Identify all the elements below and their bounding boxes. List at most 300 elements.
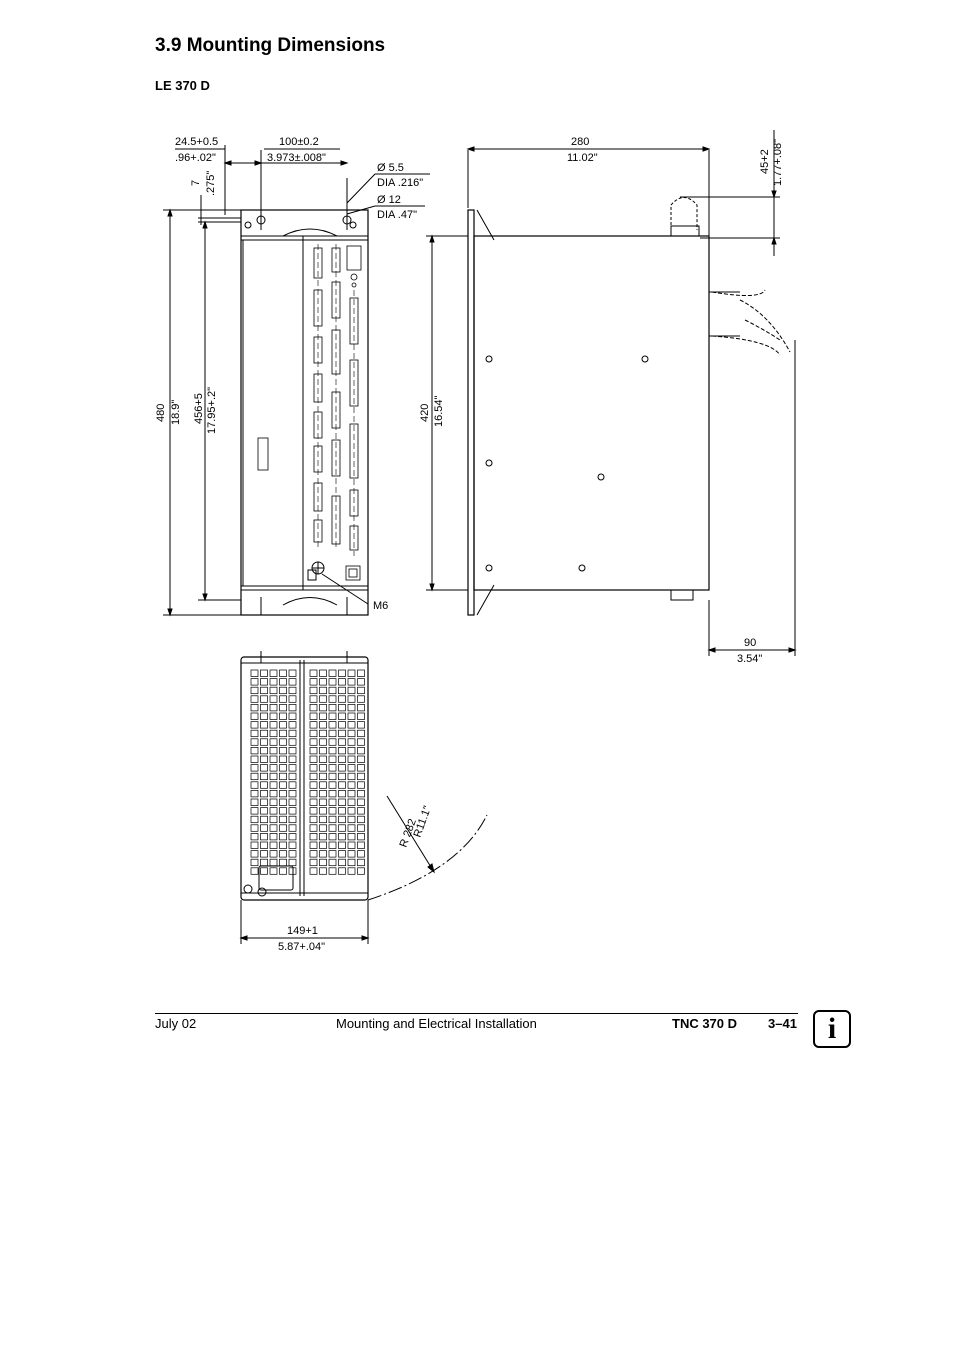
vent-slot <box>320 747 327 754</box>
vent-slot <box>261 790 268 797</box>
vent-slot <box>251 670 258 677</box>
vent-slot <box>320 782 327 789</box>
dim-depth-mm: 280 <box>571 136 590 148</box>
vent-slot <box>339 782 346 789</box>
vent-slot <box>280 782 287 789</box>
vent-slot <box>329 842 336 849</box>
vent-slot <box>310 670 317 677</box>
vent-slot <box>348 739 355 746</box>
vent-slot <box>270 833 277 840</box>
vent-slot <box>289 687 296 694</box>
vent-slot <box>270 704 277 711</box>
vent-slot <box>358 730 365 737</box>
vent-slot <box>251 825 258 832</box>
screw-label: M6 <box>373 600 389 612</box>
vent-slot <box>310 782 317 789</box>
vent-slot <box>339 799 346 806</box>
vent-slot <box>358 790 365 797</box>
footer-product: TNC 370 D <box>672 1016 738 1031</box>
vent-slot <box>320 679 327 686</box>
dim-hole-small-mm: Ø 5.5 <box>377 162 404 174</box>
vent-slot <box>329 859 336 866</box>
vent-slot <box>280 765 287 772</box>
footer-rule <box>155 1013 798 1014</box>
vent-slot <box>348 859 355 866</box>
vent-slot <box>358 851 365 858</box>
vent-slot <box>358 704 365 711</box>
section-title: 3.9 Mounting Dimensions <box>155 35 386 56</box>
vent-slot <box>320 696 327 703</box>
footer-section: Mounting and Electrical Installation <box>336 1016 537 1031</box>
vent-slot <box>339 825 346 832</box>
vent-slot <box>251 782 258 789</box>
vent-slot <box>270 747 277 754</box>
vent-slot <box>270 816 277 823</box>
vent-slot <box>289 696 296 703</box>
vent-slot <box>339 704 346 711</box>
model-label: LE 370 D <box>155 78 210 93</box>
vent-slot <box>251 696 258 703</box>
footer-page-number: 3–41 <box>768 1016 797 1031</box>
vent-slot <box>358 859 365 866</box>
vent-slot <box>320 722 327 729</box>
vent-slot <box>329 713 336 720</box>
vent-slot <box>310 773 317 780</box>
vent-slot <box>280 799 287 806</box>
vent-slot <box>348 704 355 711</box>
vent-slot <box>251 730 258 737</box>
vent-slot <box>270 679 277 686</box>
vent-slot <box>320 790 327 797</box>
vent-slot <box>329 747 336 754</box>
vent-slot <box>280 816 287 823</box>
vent-slot <box>358 816 365 823</box>
vent-slot <box>289 765 296 772</box>
vent-slot <box>329 739 336 746</box>
vent-slot <box>358 739 365 746</box>
vent-slot <box>358 756 365 763</box>
vent-slot <box>348 756 355 763</box>
vent-slot <box>289 816 296 823</box>
vent-slot <box>261 851 268 858</box>
vent-slot <box>289 790 296 797</box>
vent-slot <box>320 808 327 815</box>
vent-slot <box>261 713 268 720</box>
vent-slot <box>280 670 287 677</box>
vent-slot <box>270 773 277 780</box>
vent-slot <box>270 670 277 677</box>
vent-slot <box>289 808 296 815</box>
dim-top-offset-in: .275" <box>205 170 217 196</box>
dim-hole-large-mm: Ø 12 <box>377 194 401 206</box>
vent-slot <box>251 799 258 806</box>
vent-slot <box>261 816 268 823</box>
vent-slot <box>310 696 317 703</box>
dim-left-offset-in: .96+.02" <box>175 152 216 164</box>
vent-slot <box>289 799 296 806</box>
vent-slot <box>251 808 258 815</box>
vent-slot <box>329 730 336 737</box>
vent-slot <box>251 816 258 823</box>
vent-slot <box>310 756 317 763</box>
vent-slot <box>339 833 346 840</box>
vent-slot <box>270 765 277 772</box>
dim-width-mm: 149+1 <box>287 925 318 937</box>
footer-date: July 02 <box>155 1016 197 1031</box>
vent-slot <box>289 739 296 746</box>
vent-slot <box>270 739 277 746</box>
vent-slot <box>251 765 258 772</box>
vent-slot <box>280 687 287 694</box>
vent-slot <box>348 730 355 737</box>
dim-inner-height-in: 17.95+.2" <box>206 386 218 434</box>
vent-slot <box>339 859 346 866</box>
vent-slot <box>320 687 327 694</box>
vent-slot <box>339 696 346 703</box>
vent-slot <box>348 808 355 815</box>
vent-slot <box>280 825 287 832</box>
vent-slot <box>320 756 327 763</box>
vent-slot <box>310 859 317 866</box>
vent-slot <box>251 773 258 780</box>
vent-slot <box>270 722 277 729</box>
dim-top-offset-mm: 7 <box>190 179 202 186</box>
dim-top-in: 1.77+.08" <box>772 138 784 186</box>
vent-slot <box>251 679 258 686</box>
vent-slot <box>270 756 277 763</box>
vent-slot <box>358 799 365 806</box>
vent-slot <box>261 799 268 806</box>
vent-slot <box>270 825 277 832</box>
vent-slot <box>289 722 296 729</box>
vent-slot <box>270 782 277 789</box>
vent-slot <box>348 696 355 703</box>
vent-slot <box>261 704 268 711</box>
vent-slot <box>329 816 336 823</box>
vent-slot <box>280 773 287 780</box>
info-icon <box>813 1010 851 1048</box>
vent-slot <box>320 765 327 772</box>
vent-slot <box>348 670 355 677</box>
vent-slot <box>348 799 355 806</box>
vent-slot <box>251 868 258 875</box>
vent-slot <box>358 773 365 780</box>
vent-slot <box>251 722 258 729</box>
vent-slot <box>329 696 336 703</box>
vent-slot <box>251 687 258 694</box>
vent-slot <box>339 765 346 772</box>
vent-slot <box>251 842 258 849</box>
vent-slot <box>320 842 327 849</box>
dim-width-in: 5.87+.04" <box>278 941 326 953</box>
vent-slot <box>329 704 336 711</box>
vent-slot <box>261 739 268 746</box>
vent-slot <box>320 833 327 840</box>
vent-slot <box>289 825 296 832</box>
dim-inner-height-mm: 456+5 <box>193 393 205 424</box>
vent-slot <box>251 739 258 746</box>
vent-slot <box>348 816 355 823</box>
vent-slot <box>358 713 365 720</box>
vent-slot <box>310 713 317 720</box>
vent-slot <box>261 687 268 694</box>
vent-slot <box>270 842 277 849</box>
vent-slot <box>329 773 336 780</box>
dim-cable-in: 3.54" <box>737 653 763 665</box>
vent-slot <box>289 842 296 849</box>
vent-slot <box>289 704 296 711</box>
vent-slot <box>261 868 268 875</box>
vent-slot <box>329 851 336 858</box>
vent-slot <box>339 842 346 849</box>
vent-slot <box>329 782 336 789</box>
vent-slot <box>329 799 336 806</box>
vent-slot <box>261 773 268 780</box>
vent-slot <box>339 722 346 729</box>
vent-slot <box>320 859 327 866</box>
vent-slot <box>339 670 346 677</box>
vent-slot <box>310 722 317 729</box>
vent-slot <box>310 747 317 754</box>
vent-slot <box>289 670 296 677</box>
dim-cable-mm: 90 <box>744 637 757 649</box>
dim-side-height-mm: 420 <box>419 403 431 422</box>
vent-slot <box>348 765 355 772</box>
vent-slot <box>280 851 287 858</box>
info-icon-glyph: i <box>827 1012 837 1045</box>
side-view <box>426 130 795 656</box>
vent-slot <box>310 765 317 772</box>
vent-slot <box>348 842 355 849</box>
vent-slot <box>280 868 287 875</box>
vent-slot <box>251 859 258 866</box>
vent-slot <box>261 765 268 772</box>
dim-depth-in: 11.02" <box>567 152 598 164</box>
vent-slot <box>280 739 287 746</box>
vent-slot <box>320 713 327 720</box>
vent-slot <box>320 816 327 823</box>
vent-slot <box>270 790 277 797</box>
vent-slot <box>270 799 277 806</box>
vent-slot <box>251 704 258 711</box>
vent-slot <box>310 679 317 686</box>
vent-slot <box>310 816 317 823</box>
vent-slot <box>289 730 296 737</box>
vent-slot <box>261 747 268 754</box>
dim-hole-spacing-mm: 100±0.2 <box>279 136 319 148</box>
vent-slot <box>329 679 336 686</box>
vent-slot <box>310 825 317 832</box>
vent-slot <box>358 670 365 677</box>
vent-slot <box>280 679 287 686</box>
vent-slot <box>358 765 365 772</box>
vent-slot <box>270 808 277 815</box>
vent-slot <box>348 833 355 840</box>
vent-slot <box>280 722 287 729</box>
vent-slot <box>339 851 346 858</box>
vent-slot <box>261 825 268 832</box>
vent-slot <box>348 713 355 720</box>
vent-slot <box>261 859 268 866</box>
vent-slot <box>261 782 268 789</box>
vent-slot <box>320 773 327 780</box>
vent-slot <box>339 868 346 875</box>
vent-slot <box>358 679 365 686</box>
vent-slot <box>358 747 365 754</box>
vent-slot <box>310 730 317 737</box>
dim-radius-in: R11.1" <box>411 804 434 840</box>
vent-slot <box>329 808 336 815</box>
vent-slot <box>251 747 258 754</box>
vent-slot <box>358 687 365 694</box>
vent-slot <box>310 790 317 797</box>
vent-slot <box>358 842 365 849</box>
vent-slot <box>329 687 336 694</box>
vent-slot <box>261 842 268 849</box>
vent-slot <box>289 756 296 763</box>
vent-slot <box>348 782 355 789</box>
vent-slot <box>270 696 277 703</box>
vent-slot <box>289 851 296 858</box>
vent-slot <box>289 859 296 866</box>
vent-slot <box>329 756 336 763</box>
vent-slot <box>320 670 327 677</box>
vent-slot <box>280 790 287 797</box>
dim-hole-large-in: DIA .47" <box>377 209 417 221</box>
vent-slot <box>289 833 296 840</box>
dim-height-mm: 480 <box>155 403 167 422</box>
dim-left-offset-mm: 24.5+0.5 <box>175 136 219 148</box>
vent-slot <box>310 808 317 815</box>
vent-slot <box>280 696 287 703</box>
vent-slot <box>348 790 355 797</box>
vent-slot <box>310 868 317 875</box>
vent-slot <box>251 756 258 763</box>
vent-slot <box>348 679 355 686</box>
vent-slot <box>280 704 287 711</box>
vent-slot <box>358 696 365 703</box>
vent-slot <box>320 799 327 806</box>
vent-slot <box>348 722 355 729</box>
vent-slot <box>310 833 317 840</box>
vent-slot <box>261 696 268 703</box>
vent-slot <box>280 859 287 866</box>
vent-slot <box>270 868 277 875</box>
vent-slot <box>310 739 317 746</box>
vent-slot <box>358 808 365 815</box>
dim-height-in: 18.9" <box>170 399 182 425</box>
vent-slot <box>270 730 277 737</box>
vent-slot <box>261 808 268 815</box>
vent-slot <box>280 756 287 763</box>
vent-slot <box>310 799 317 806</box>
vent-slot <box>310 842 317 849</box>
dim-top-mm: 45+2 <box>759 149 771 174</box>
vent-slot <box>348 773 355 780</box>
vent-slot <box>329 790 336 797</box>
vent-slot <box>261 670 268 677</box>
vent-slot <box>289 782 296 789</box>
vent-slot <box>348 851 355 858</box>
vent-slot <box>339 679 346 686</box>
vent-slot <box>348 747 355 754</box>
dim-radius-mm: R 282 <box>397 817 419 850</box>
vent-slot <box>348 868 355 875</box>
vent-slot <box>348 687 355 694</box>
dim-hole-small-in: DIA .216" <box>377 177 424 189</box>
vent-slot <box>270 859 277 866</box>
vent-slot <box>280 842 287 849</box>
dim-hole-spacing-in: 3.973±.008" <box>267 152 326 164</box>
vent-slot <box>320 704 327 711</box>
vent-slot <box>358 782 365 789</box>
vent-slot <box>329 722 336 729</box>
vent-slot <box>270 851 277 858</box>
top-view <box>241 651 487 944</box>
vent-slot <box>339 739 346 746</box>
vent-slot <box>280 747 287 754</box>
vent-slot <box>251 713 258 720</box>
vent-slot <box>280 808 287 815</box>
vent-slot <box>280 730 287 737</box>
vent-slot <box>348 825 355 832</box>
vent-slot <box>358 722 365 729</box>
vent-slot <box>280 713 287 720</box>
vent-slot <box>310 851 317 858</box>
vent-slot <box>329 670 336 677</box>
vent-slot <box>270 713 277 720</box>
vent-slot <box>329 825 336 832</box>
vent-slot <box>289 747 296 754</box>
vent-slot <box>310 687 317 694</box>
vent-slot <box>310 704 317 711</box>
vent-slot <box>358 833 365 840</box>
vent-slot <box>339 713 346 720</box>
dim-side-height-in: 16.54" <box>433 395 445 427</box>
vent-slot <box>329 868 336 875</box>
vent-slot <box>289 713 296 720</box>
vent-slot <box>251 833 258 840</box>
vent-slot <box>289 773 296 780</box>
vent-slot <box>320 730 327 737</box>
vent-slot <box>261 722 268 729</box>
vent-slot <box>339 773 346 780</box>
vent-slot <box>339 747 346 754</box>
vent-slot <box>251 790 258 797</box>
vent-slot <box>358 868 365 875</box>
vent-slot <box>261 730 268 737</box>
vent-slot <box>320 825 327 832</box>
vent-slot <box>320 851 327 858</box>
vent-slot <box>339 790 346 797</box>
vent-slot <box>270 687 277 694</box>
vent-slot <box>261 756 268 763</box>
vent-slot <box>339 687 346 694</box>
vent-slot <box>358 825 365 832</box>
vent-slot <box>320 739 327 746</box>
vent-slot <box>261 833 268 840</box>
vent-slot <box>339 756 346 763</box>
vent-slot <box>280 833 287 840</box>
vent-slot <box>320 868 327 875</box>
vent-slot <box>339 730 346 737</box>
vent-slot <box>289 679 296 686</box>
vent-slot <box>339 816 346 823</box>
vent-slot <box>251 851 258 858</box>
vent-slot <box>329 765 336 772</box>
vent-slot <box>339 808 346 815</box>
vent-slot <box>261 679 268 686</box>
